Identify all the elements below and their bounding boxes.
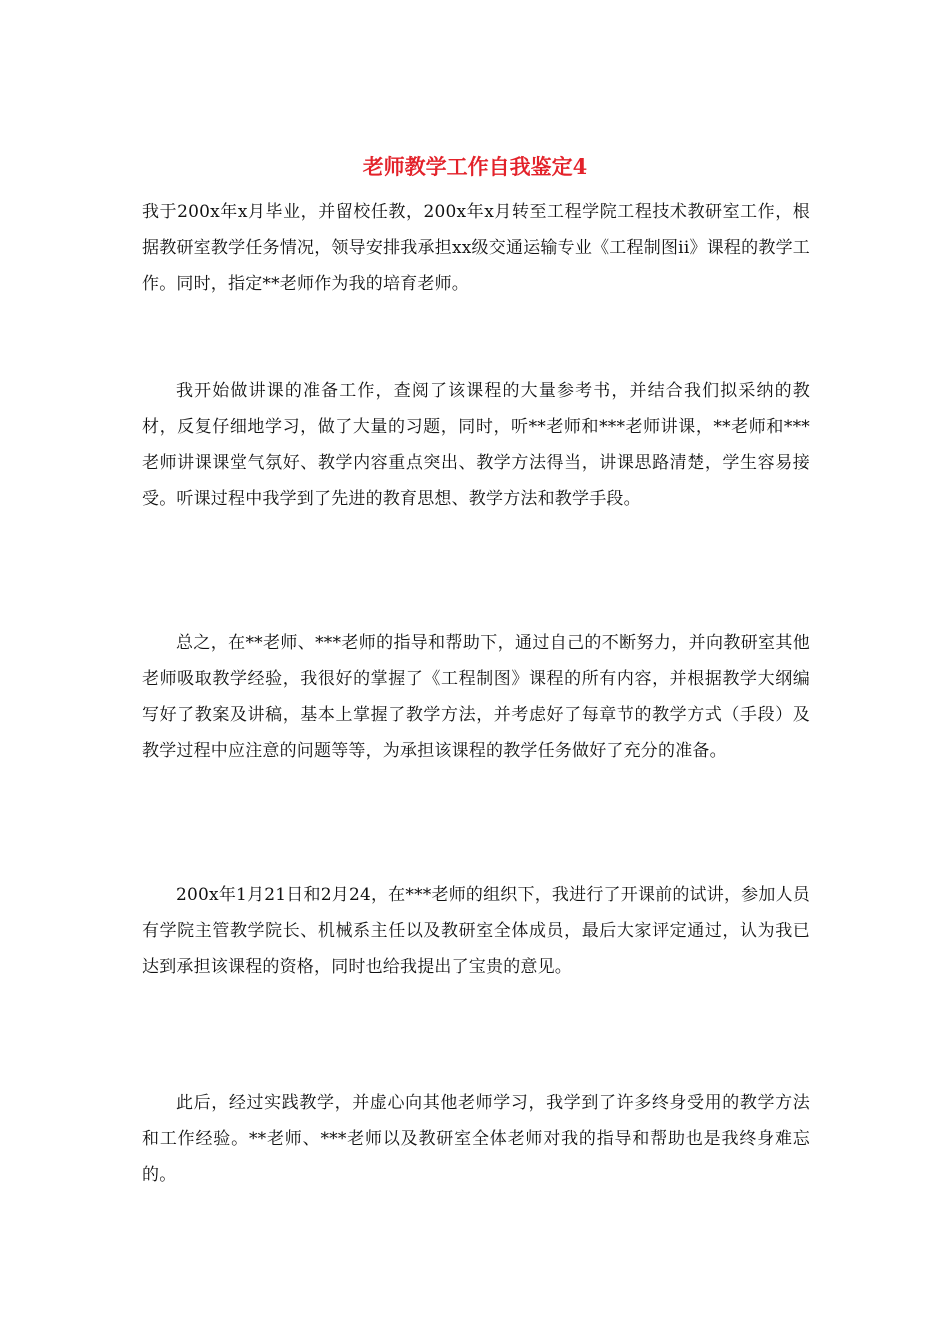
paragraph-4: 200x年1月21日和2月24，在***老师的组织下，我进行了开课前的试讲，参加人员有学院主管教学院长、机械系主任以及教研室全体成员，最后大家评定通过，认为我已达到承担该课程的资格，同时也给我提出了宝贵的意见。 xyxy=(142,885,810,977)
paragraph-3: 总之，在**老师、***老师的指导和帮助下，通过自己的不断努力，并向教研室其他老师吸取教学经验，我很好的掌握了《工程制图》课程的所有内容，并根据教学大纲编写好了教案及讲稿，基本上掌握了教学方法，并考虑好了每章节的教学方式（手段）及教学过程中应注意的问题等等，为承担该课程的教学任务做好了充分的准备。 xyxy=(142,633,810,761)
paragraph-5: 此后，经过实践教学，并虚心向其他老师学习，我学到了许多终身受用的教学方法和工作经验。**老师、***老师以及教研室全体老师对我的指导和帮助也是我终身难忘的。 xyxy=(142,1093,810,1185)
paragraph-2: 我开始做讲课的准备工作，查阅了该课程的大量参考书，并结合我们拟采纳的教材，反复仔细地学习，做了大量的习题，同时，听**老师和***老师讲课，**老师和***老师讲课课堂气氛好、教学内容重点突出、教学方法得当，讲课思路清楚，学生容易接受。听课过程中我学到了先进的教育思想、教学方法和教学手段。 xyxy=(142,381,810,509)
document-title: 老师教学工作自我鉴定4 xyxy=(362,154,588,179)
paragraph-1: 我于200x年x月毕业，并留校任教，200x年x月转至工程学院工程技术教研室工作，根据教研室教学任务情况，领导安排我承担xx级交通运输专业《工程制图ii》课程的教学工作。同时，指定**老师作为我的培育老师。 xyxy=(142,202,810,294)
